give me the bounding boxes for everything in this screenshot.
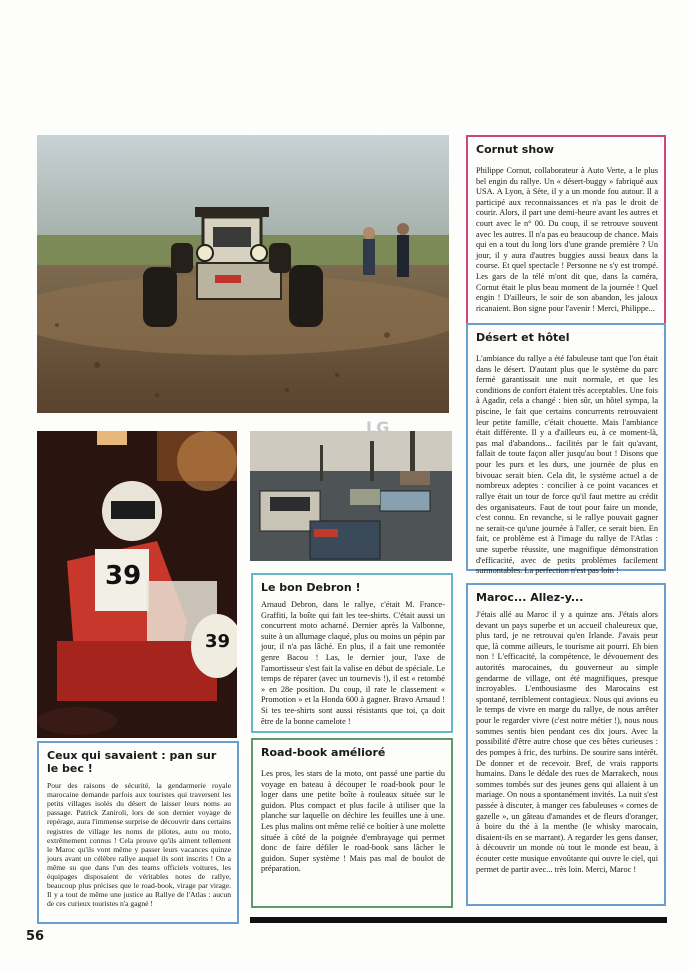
maroc-box — [466, 583, 666, 906]
watermark: LG — [366, 418, 390, 437]
cars-illustration — [250, 431, 452, 561]
desert-hotel-box — [466, 323, 666, 576]
debron-box — [251, 573, 453, 733]
buggy-illustration — [37, 135, 449, 413]
debron-title: Le bon Debron ! — [261, 581, 361, 594]
desert-hotel-body: L'ambiance du rallye a été fabuleuse tant que l'on était dans le désert. D'autant plus que le système du parc fermé garantissait une nuit normale, et que les conditions de confort étaient très acceptables. Une fois à Agadir, cela a changé : bien sûr, un hôtel sympa, la piscine, le fait que certains concurrents retrouvaient leur petite famille, c'était chouette. Mais l'ambiance était différente. Il y a d'ailleurs eu, à ce moment-là, pas mal d'abandons... facilités par le fait qu'avant, fallait de toute façon aller jusqu'au bout ! Disons que pour les purs et les durs, une journée de plus en bivouac serait bien. Cela dit, le système actuel a de nombreux adeptes : concilier à ce point vacances et rallye était un tour de force qu'il faut mettre au crédit des organisateurs. Faut de tout pour faire un monde, c'est connu. En revanche, si le rallye pouvait gagner ne serait-ce qu'une journée à l'aller, ce serait bien. En fait, ce problème est à l'image du rallye de l'Atlas : une superbe réussite, une magnifique démonstration d'efficacité, avec de petits problèmes facilement surmontables. La perfection n'est pas loin ! — [476, 354, 658, 576]
ceux-box — [37, 741, 239, 924]
rider-photo — [37, 431, 237, 738]
maroc-body: J'étais allé au Maroc il y a quinze ans. J'étais alors devant un pays superbe et un accueil chaleureux que, plus tard, je ne retrouvai qu'en Irlande. J'avais peur que, là comme ailleurs, le tourisme ait pourri. Eh bien non ! L'efficacité, la compétence, le dévouement des autorités marocaines, du gouverneur au simple gendarme de village, ont été magnifiques, presque incroyables. L'enthousiasme des Marocains est spontané, terriblement contagieux. Nous qui avions eu le temps de vivre en marge du rallye, de nous arrêter pour le regarder vivre (c'est notre métier !), nous nous sommes sentis bien pendant ces dix jours. Avec la possibilité d'être autre chose que ces bêtes curieuses : des pompes à fric, des turbins. De sourire sans intérêt. De donner et de recevoir. Bref, de vrais rapports humains. Dans le dédale des rues de Marrakech, nous sommes tombés sur des jeunes gens qui allaient à un mariage. On nous a spontanément invités. La nuit s'est passée à discuter, à manger ces fabuleuses « cornes de gazelle », un gâteau d'amandes et de fleurs d'oranger, à boire du thé à la menthe (le whisky marocain, disaient-ils en se marrant). A regarder les gens danser, à découvrir un monde où tout le monde est beau, à écouter cette musique envoûtante qui ouvre le ciel, qui permet de partir avec... très loin. Merci, Maroc ! — [476, 610, 658, 874]
maroc-title: Maroc... Allez-y... — [476, 591, 584, 604]
desert-hotel-title: Désert et hôtel — [476, 331, 570, 344]
page-number: 56 — [26, 929, 45, 944]
cornut-show-title: Cornut show — [476, 143, 554, 156]
footer-rule — [250, 917, 667, 923]
cars-photo — [250, 431, 452, 561]
cornut-show-body: Philippe Cornut, collaborateur à Auto Verte, a le plus bel engin du rallye. Un « désert-buggy » fabriqué aux USA. A Lyon, à Sète, il y a un monde fou autour. Il a participé aux reconnaissances et n'a pas le droit de courir. Alors, il part une demi-heure avant les autres et court avec le n° 00. Du coup, il se retrouve souvent avec les autres. Il n'a pas eu beaucoup de chance. Mais qui en a tout du long lors d'une grande première ? Un jour, il y aura d'autres buggies aussi beaux dans la course. Et quel spectacle ! Personne ne s'y est trompé. Les gars de la télé m'ont dit que, dans la caméra, Cornut était le plus beau moment de la journée ! Quel engin ! D'ailleurs, le soir de son abandon, les jaloux ricanaient. Bon signe pour l'avenir ! Merci, Philippe... — [476, 166, 658, 313]
debron-body: Arnaud Debron, dans le rallye, c'était M. France-Graffiti, la boîte qui fait les tee-shirts. C'était aussi un concurrent moto acharné. Dernier après la Valbonne, suite à un allumage claqué, plus ou moins un pépin par jour, il n'a pas lâché. En plus, il a fait une remontée genre Bacou ! Las, le dernier jour, l'axe de l'amortisseur s'est fait la valise en début de spéciale. Le temps de réparer (avec un tournevis !), il est « retombé » en 28e position. Du coup, il rate le classement « Promotion » et la Honda 600 à gagner. Bravo Arnaud ! Si tes tee-shirts sont aussi résistants que toi, ça doit être de la bonne camelote ! — [261, 600, 445, 726]
roadbook-box — [251, 738, 453, 908]
rider-number-39: 39 — [105, 561, 142, 591]
roadbook-title: Road-book amélioré — [261, 746, 386, 759]
bike-number-39: 39 — [205, 631, 231, 652]
buggy-photo — [37, 135, 449, 413]
roadbook-body: Les pros, les stars de la moto, ont passé une partie du voyage en bateau à découper le road-book pour le loger dans une petite boîte à rouleaux située sur le guidon. Plus compact et plus facile à utiliser que la planche sur laquelle on déchire les feuilles une à une. Les plus malins ont même relié ce boîtier à une molette située à côté de la poignée d'embrayage qui permet donc de faire défiler le road-book sans lâcher le guidon. Super système ! Mais pas mal de boulot de préparation. — [261, 769, 445, 874]
ceux-body: Pour des raisons de sécurité, la gendarmerie royale marocaine demande parfois aux touristes qui traversent les petits villages isolés du désert de laisser leurs noms au passage. Patrick Zaniroli, lors de son dernier voyage de repérage, aura l'immense surprise de découvrir dans certains registres de village les noms de pilotes, auto ou moto, extrêmement connus ! Cela prouve qu'ils aiment tellement le Maroc qu'ils vont même y passer leurs vacances quinze jours avant un célèbre rallye auquel ils sont inscrits ! On a même su que dans l'un des teams officiels voitures, les équipages disposaient de véritables notes de rallye, beaucoup plus précises que le road-book, virage par virage. Il y a tout de même une justice au Rallye de l'Atlas : aucun de ces curieux touristes n'a gagné ! — [47, 781, 231, 909]
ceux-title: Ceux qui savaient : pan sur le bec ! — [47, 749, 217, 775]
